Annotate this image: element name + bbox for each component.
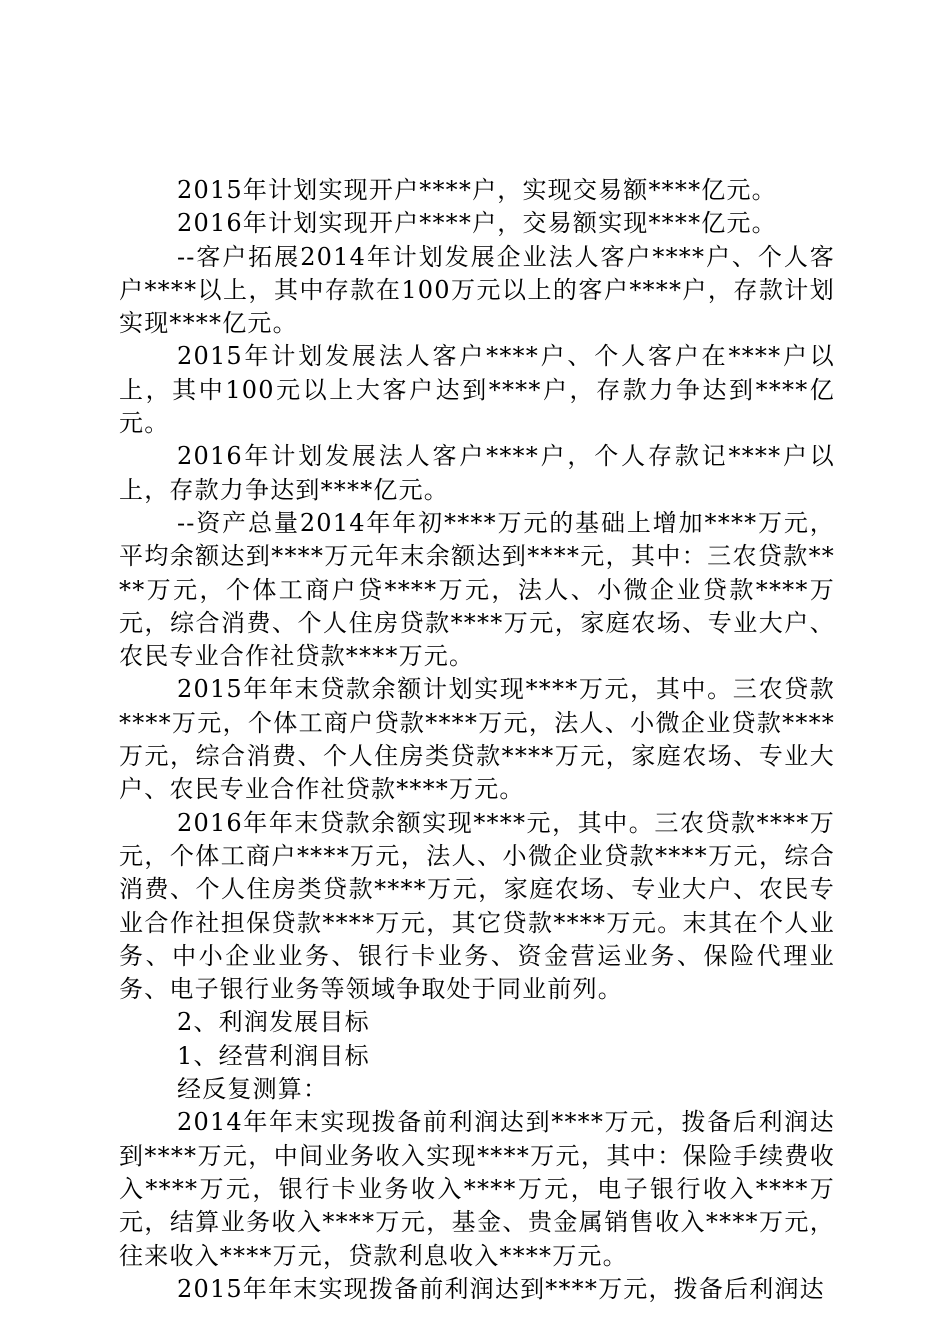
paragraph: 2015年计划实现开户****户，实现交易额****亿元。 (177, 176, 777, 204)
paragraph: 2015年计划发展法人客户****户、个人客户在****户以上，其中100元以上大客户达到****户，存款力争达到****亿元。 (119, 342, 835, 438)
paragraph: 2015年年末实现拨备前利润达到****万元，拨备后利润达 (177, 1274, 825, 1303)
paragraph: 2016年计划实现开户****户，交易额实现****亿元。 (177, 209, 777, 238)
paragraph: 经反复测算： (177, 1075, 329, 1104)
section-heading: 2、利润发展目标 (177, 1008, 370, 1037)
paragraph: 2016年计划发展法人客户****户，个人存款记****户以上，存款力争达到****亿元。 (119, 442, 835, 504)
document-body (119, 174, 835, 1306)
paragraph: 2016年年末贷款余额实现****元，其中。三农贷款****万元，个体工商户****万元，法人、小微企业贷款****万元，综合消费、个人住房类贷款****万元，家庭农场、专业大户、农民专业合作社担保贷款****万元，其它贷款****万元。末其在个人业务、中小企业业务、银行卡业务、资金营运业务、保险代理业务、电子银行业务等领域争取处于同业前列。 (119, 808, 835, 1004)
paragraph: --客户拓展2014年计划发展企业法人客户****户、个人客户****以上，其中存款在100万元以上的客户****户，存款计划实现****亿元。 (119, 242, 835, 338)
paragraph: 2015年年末贷款余额计划实现****万元，其中。三农贷款****万元，个体工商户贷款****万元，法人、小微企业贷款****万元，综合消费、个人住房类贷款****万元，家庭农场、专业大户、农民专业合作社贷款****万元。 (119, 675, 835, 804)
section-heading: 1、经营利润目标 (177, 1041, 370, 1070)
paragraph: 2014年年末实现拨备前利润达到****万元，拨备后利润达到****万元，中间业务收入实现****万元，其中：保险手续费收入****万元，银行卡业务收入****万元，电子银行收入****万元，结算业务收入****万元，基金、贵金属销售收入****万元，往来收入****万元，贷款利息收入****万元。 (119, 1108, 835, 1270)
paragraph: --资产总量2014年年初****万元的基础上增加****万元，平均余额达到****万元年末余额达到****元，其中：三农贷款****万元，个体工商户贷****万元，法人、小微企业贷款****万元，综合消费、个人住房贷款****万元，家庭农场、专业大户、农民专业合作社贷款****万元。 (119, 508, 835, 671)
